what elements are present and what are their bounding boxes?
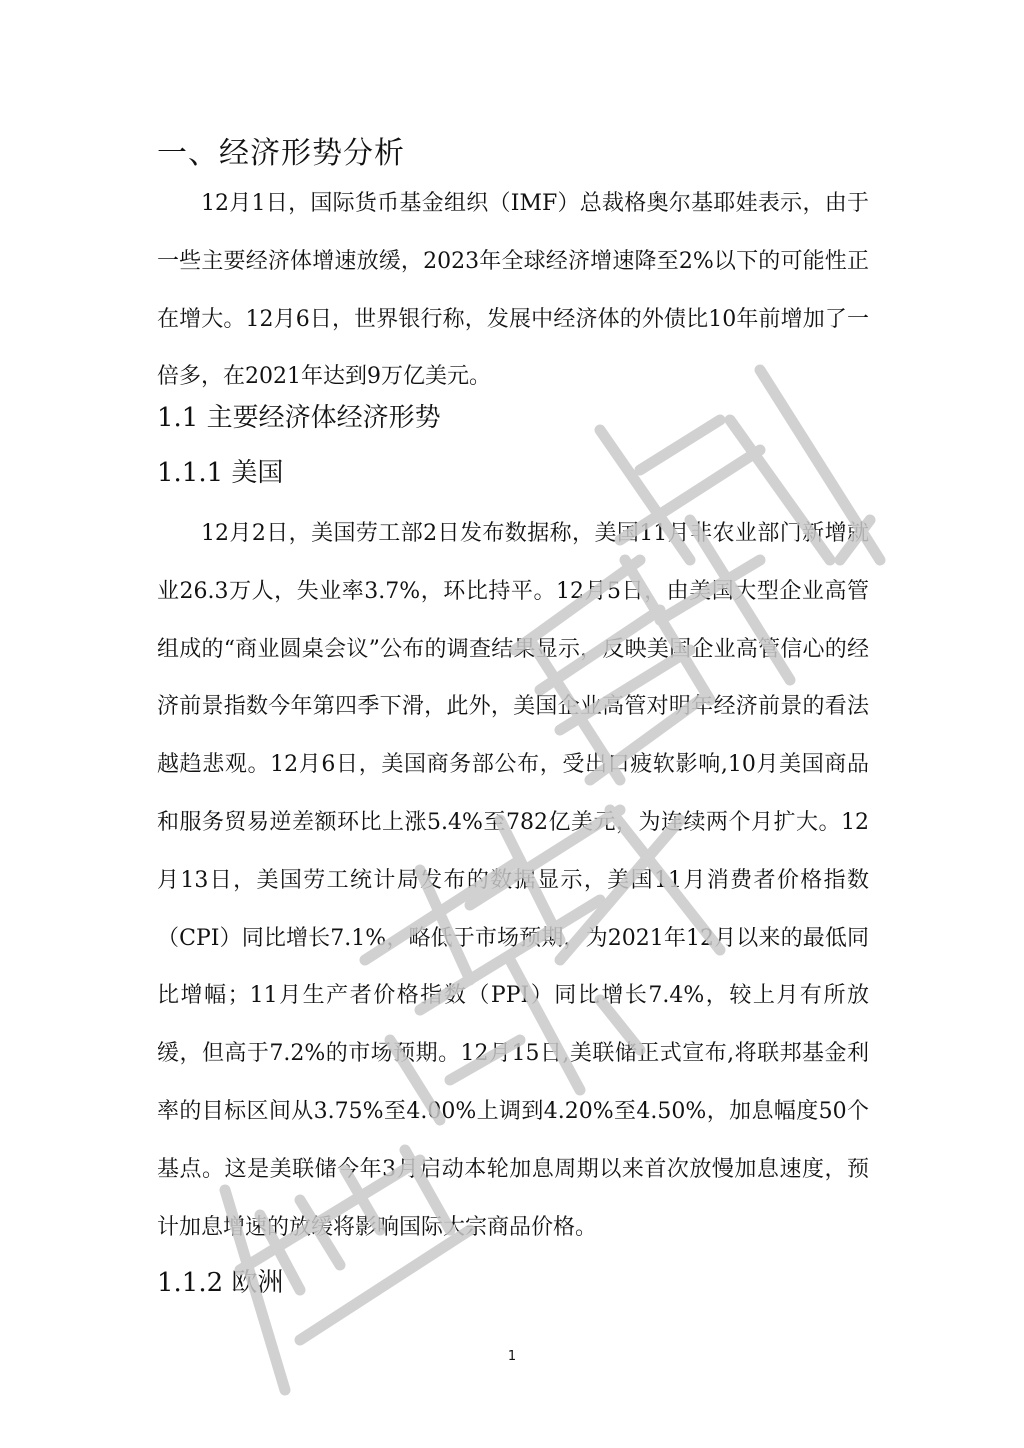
page-number: 1 bbox=[507, 1349, 517, 1364]
paragraph-usa: 12月2日，美国劳工部2日发布数据称，美国11月非农业部门新增就业26.3万人，失业率3.7%，环比持平。12月5日，由美国大型企业高管组成的“商业圆桌会议”公布的调查结果显示，反映美国企业高管信心的经济前景指数今年第四季下滑，此外，美国企业高管对明年经济前景的看法越趋悲观。12月6日，美国商务部公布，受出口疲软影响,10月美国商品和服务贸易逆差额环比上涨5.4%至782亿美元，为连续两个月扩大。12月13日，美国劳工统计局发布的数据显示，美国11月消费者价格指数（CPI）同比增长7.1%，略低于市场预期，为2021年12月以来的最低同比增幅；11月生产者价格指数（PPI）同比增长7.4%，较上月有所放缓，但高于7.2%的市场预期。12月15日,美联储正式宣布,将联邦基金利率的目标区间从3.75%至4.00%上调到4.20%至4.50%，加息幅度50个基点。这是美联储今年3月启动本轮加息周期以来首次放慢加息速度，预计加息增速的放缓将影响国际大宗商品价格。 bbox=[157, 521, 869, 1240]
heading-economic-analysis: 一、经济形势分析 bbox=[157, 136, 405, 171]
heading-major-economies: 1.1 主要经济体经济形势 bbox=[157, 403, 441, 433]
heading-usa: 1.1.1 美国 bbox=[157, 458, 284, 488]
heading-europe: 1.1.2 欧洲 bbox=[157, 1268, 284, 1298]
paragraph-intro: 12月1日，国际货币基金组织（IMF）总裁格奥尔基耶娃表示，由于一些主要经济体增速放缓，2023年全球经济增速降至2%以下的可能性正在增大。12月6日，世界银行称，发展中经济体的外债比10年前增加了一倍多，在2021年达到9万亿美元。 bbox=[157, 191, 869, 390]
